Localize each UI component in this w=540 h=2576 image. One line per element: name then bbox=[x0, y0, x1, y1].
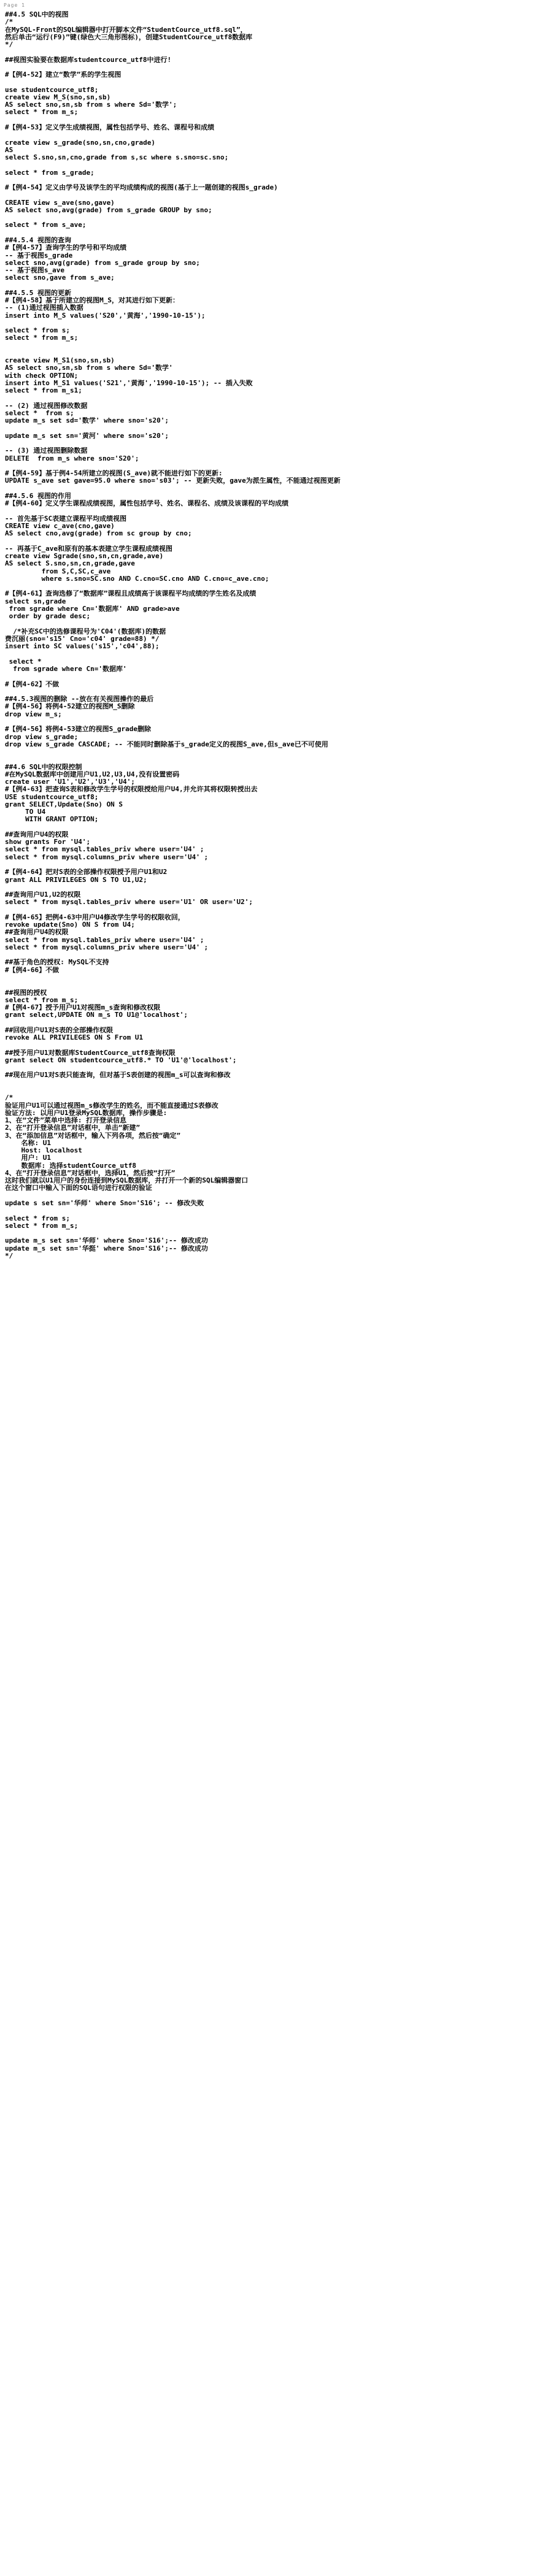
code-line bbox=[5, 425, 536, 432]
code-line bbox=[5, 48, 536, 56]
code-line: 4、在“打开登录信息”对话框中，选择U1，然后按“打开” bbox=[5, 1169, 176, 1177]
code-line: -- 再基于C_ave和原有的基本表建立学生课程成绩视图 bbox=[5, 545, 172, 553]
code-line bbox=[5, 1019, 536, 1027]
code-line: ##视图的授权 bbox=[5, 989, 47, 997]
code-line: select * from mysql.tables_priv where user='U4' ; bbox=[5, 846, 204, 854]
code-line: select * from mysql.columns_priv where user='U4' ; bbox=[5, 853, 209, 861]
code-line: TO U4 bbox=[5, 808, 46, 816]
code-line bbox=[5, 884, 536, 891]
code-line: select * from mysql.tables_priv where user='U4' ; bbox=[5, 936, 204, 944]
code-line: revoke ALL PRIVILEGES ON S From U1 bbox=[5, 1034, 144, 1042]
code-line: insert into SC values('s15','c04',88); bbox=[5, 643, 160, 651]
code-line: create view Sgrade(sno,sn,cn,grade,ave) bbox=[5, 553, 164, 561]
code-line bbox=[5, 131, 536, 139]
code-line: select sn,grade bbox=[5, 597, 66, 605]
code-line: 这时我们就以U1用户的身份连接到MySQL数据库，并打开一个新的SQL编辑器窗口 bbox=[5, 1177, 249, 1185]
code-line: ##回收用户U1对S表的全部操作权限 bbox=[5, 1026, 114, 1034]
code-listing bbox=[5, 11, 536, 1260]
code-line bbox=[5, 64, 536, 71]
code-line: update m_s set sn='华挺' where Sno='S16';-- 修改成功 bbox=[5, 1244, 208, 1252]
code-line: ##4.5 SQL中的视图 bbox=[5, 11, 69, 18]
code-line: 在MySQL-Front的SQL编辑器中打开脚本文件“StudentCource_utf8.sql”， bbox=[5, 26, 247, 34]
code-line bbox=[5, 621, 536, 628]
code-line: WITH GRANT OPTION; bbox=[5, 816, 99, 824]
code-line bbox=[5, 462, 536, 470]
code-line: from sgrade where Cn='数据库' bbox=[5, 665, 127, 673]
code-line: create user 'U1','U2','U3','U4'; bbox=[5, 778, 135, 786]
code-line bbox=[5, 583, 536, 590]
code-line: /* bbox=[5, 1094, 14, 1102]
code-line: ##查询用户U4的权限 bbox=[5, 830, 69, 838]
code-line: 用户: U1 bbox=[5, 1154, 51, 1162]
code-line: -- (2) 通过视图修改数据 bbox=[5, 402, 88, 410]
code-line: 数据库: 选择studentCource_utf8 bbox=[5, 1162, 136, 1170]
code-line: select * from mysql.columns_priv where user='U4' ; bbox=[5, 943, 209, 951]
code-line: 在这个窗口中输入下面的SQL语句进行权限的验证 bbox=[5, 1184, 152, 1192]
code-line: insert into M_S values('S20','黄海','1990-10-15'); bbox=[5, 312, 206, 320]
code-line: update m_s set sd='数学' where sno='s20'; bbox=[5, 417, 169, 425]
code-line: #【例4-52】建立“数学”系的学生视图 bbox=[5, 71, 122, 79]
code-line: Host: localhost bbox=[5, 1147, 82, 1155]
code-line bbox=[5, 229, 536, 237]
code-line bbox=[5, 1192, 536, 1200]
code-line: create view M_S1(sno,sn,sb) bbox=[5, 357, 115, 365]
code-line bbox=[5, 824, 536, 831]
code-line: CREATE view c_ave(cno,gave) bbox=[5, 523, 115, 531]
code-line: update m_s set sn='黄河' where sno='s20'; bbox=[5, 432, 169, 440]
code-line: #【例4-60】定义学生课程成绩视图，属性包括学号、姓名、课程名、成绩及该课程的平均成绩 bbox=[5, 500, 289, 508]
code-line bbox=[5, 508, 536, 515]
code-line: select * bbox=[5, 657, 42, 665]
code-line: show grants For 'U4'; bbox=[5, 838, 91, 846]
code-line: #【例4-67】授予用户U1对视图m_s查询和修改权限 bbox=[5, 1004, 161, 1012]
code-line: ##授予用户U1对数据库StudentCource_utf8查询权限 bbox=[5, 1049, 176, 1057]
code-line: grant ALL PRIVILEGES ON S TO U1,U2; bbox=[5, 876, 147, 884]
code-line: select sno,avg(grade) from s_grade group by sno; bbox=[5, 259, 200, 267]
code-line bbox=[5, 651, 536, 658]
code-line: #【例4-66】不做 bbox=[5, 966, 60, 974]
code-line: ##查询用户U1,U2的权限 bbox=[5, 891, 81, 899]
code-line bbox=[5, 342, 536, 350]
code-line: #在MySQL数据库中创建用户U1,U2,U3,U4,没有设置密码 bbox=[5, 770, 180, 778]
code-line: -- (3) 通过视图删除数据 bbox=[5, 447, 88, 455]
code-line: insert into M_S1 values('S21','黄海','1990-10-15'); -- 插入失败 bbox=[5, 380, 253, 388]
code-line: ##4.5.4 视图的查询 bbox=[5, 236, 71, 244]
code-line: #【例4-57】查询学生的学号和平均成绩 bbox=[5, 244, 127, 252]
code-line: select * from m_s1; bbox=[5, 387, 82, 395]
code-line: #【例4-54】定义由学号及该学生的平均成绩构成的视图(基于上一题创建的视图s_grade) bbox=[5, 184, 278, 192]
code-line: create view M_S(sno,sn,sb) bbox=[5, 93, 111, 101]
code-line: ##视图实验要在数据库studentcource_utf8中进行! bbox=[5, 56, 172, 64]
code-line bbox=[5, 350, 536, 357]
code-line: create view s_grade(sno,sn,cno,grade) bbox=[5, 139, 156, 147]
code-line: update m_s set sn='华师' where Sno='S16';-- 修改成功 bbox=[5, 1237, 208, 1245]
code-line: #【例4-59】基于例4-54所建立的视图(S_ave)就不能进行如下的更新: bbox=[5, 470, 223, 478]
code-line: where s.sno=SC.sno AND C.cno=SC.cno AND C.cno=c_ave.cno; bbox=[5, 575, 269, 583]
code-line bbox=[5, 688, 536, 696]
code-line: /* bbox=[5, 18, 14, 26]
code-line bbox=[5, 748, 536, 756]
code-line: UPDATE s_ave set gave=95.0 where sno='s03'; -- 更新失败，gave为派生属性，不能通过视图更新 bbox=[5, 477, 341, 485]
code-line: select * from s; bbox=[5, 1214, 70, 1222]
code-line: CREATE view s_ave(sno,gave) bbox=[5, 199, 115, 207]
code-line bbox=[5, 974, 536, 981]
code-line: select * from m_s; bbox=[5, 334, 79, 342]
code-line: 然后单击“运行(F9)”键(绿色大三角形图标)，创建StudentCource_utf8数据库 bbox=[5, 33, 253, 41]
code-line: select * from mysql.tables_priv where user='U1' OR user='U2'; bbox=[5, 899, 253, 907]
code-line bbox=[5, 282, 536, 289]
code-line: grant SELECT,Update(Sno) ON S bbox=[5, 800, 123, 808]
code-line: -- (1)通过视图插入数据 bbox=[5, 304, 83, 312]
code-line: AS select sno,sn,sb from s where Sd='数学'; bbox=[5, 101, 177, 109]
code-line: drop view s_grade CASCADE; -- 不能同时删除基于s_grade定义的视图S_ave,但s_ave已不可使用 bbox=[5, 740, 328, 748]
code-line: -- 基于视图s_grade bbox=[5, 251, 73, 259]
code-line: AS select sno,avg(grade) from s_grade GROUP by sno; bbox=[5, 206, 212, 214]
code-line: #【例4-56】将例4-53建立的视图S_grade删除 bbox=[5, 726, 151, 734]
code-line: select sno,gave from s_ave; bbox=[5, 274, 115, 282]
code-line bbox=[5, 214, 536, 221]
code-line: ##4.5.5 视图的更新 bbox=[5, 289, 71, 297]
code-line: update s set sn='华师' where Sno='S16'; -- 修改失败 bbox=[5, 1199, 204, 1207]
code-line bbox=[5, 161, 536, 169]
code-line: order by grade desc; bbox=[5, 613, 91, 621]
code-line: grant select ON studentcource_utf8.* TO 'U1'@'localhost'; bbox=[5, 1056, 237, 1064]
code-line bbox=[5, 117, 536, 124]
code-line bbox=[5, 177, 536, 184]
code-line bbox=[5, 861, 536, 868]
code-line: 2、在“打开登录信息”对话框中，单击“新建” bbox=[5, 1124, 141, 1132]
code-line: ##基于角色的授权: MySQL不支持 bbox=[5, 959, 109, 967]
code-line bbox=[5, 1087, 536, 1094]
code-line: ##现在用户U1对S表只能查询，但对基于S表创建的视图m_s可以查询和修改 bbox=[5, 1071, 231, 1079]
code-line: AS bbox=[5, 146, 14, 154]
code-line: select * from s_ave; bbox=[5, 221, 87, 229]
code-line: /*补充SC中的选修课程号为'C04'(数据库)的数据 bbox=[5, 627, 166, 635]
code-line bbox=[5, 1041, 536, 1049]
code-line bbox=[5, 673, 536, 680]
code-line: from sgrade where Cn='数据库' AND grade>ave bbox=[5, 605, 180, 613]
code-line: ##查询用户U4的权限 bbox=[5, 929, 69, 937]
code-line: 费沉丽(sno='s15' Cno='c04' grade=88) */ bbox=[5, 635, 160, 643]
code-line: */ bbox=[5, 1252, 14, 1260]
code-line: revoke update(Sno) ON S from U4; bbox=[5, 921, 135, 929]
code-line: AS select sno,sn,sb from s where Sd='数学' bbox=[5, 364, 173, 372]
code-line: 1、在“文件”菜单中选择: 打开登录信息 bbox=[5, 1117, 127, 1125]
code-line: select * from s; bbox=[5, 327, 70, 335]
code-line bbox=[5, 981, 536, 989]
code-line: with check OPTION; bbox=[5, 372, 79, 380]
code-line: -- 基于视图s_ave bbox=[5, 267, 64, 275]
code-line: #【例4-61】查询选修了“数据库”课程且成绩高于该课程平均成绩的学生姓名及成绩 bbox=[5, 590, 256, 598]
code-line: select * from m_s; bbox=[5, 109, 79, 117]
code-line: #【例4-65】把例4-63中用户U4修改学生学号的权限收回， bbox=[5, 913, 185, 921]
code-line: */ bbox=[5, 41, 14, 49]
code-line: 名称: U1 bbox=[5, 1139, 51, 1147]
code-line bbox=[5, 1230, 536, 1237]
code-line: ##4.6 SQL中的权限控制 bbox=[5, 763, 82, 771]
code-line: select S.sno,sn,cno,grade from s,sc where s.sno=sc.sno; bbox=[5, 154, 229, 162]
code-line: #【例4-63】把查询S表和修改学生学号的权限授给用户U4,并允许其将权限转授出去 bbox=[5, 786, 258, 794]
code-line: AS select S.sno,sn,cn,grade,gave bbox=[5, 560, 135, 568]
code-line: AS select cno,avg(grade) from sc group by cno; bbox=[5, 530, 192, 538]
code-line bbox=[5, 395, 536, 402]
code-line: select * from s; bbox=[5, 410, 74, 418]
code-line: ##4.5.6 视图的作用 bbox=[5, 493, 71, 500]
code-line: 验证方法: 以用户U1登录MySQL数据库，操作步骤是: bbox=[5, 1109, 168, 1117]
code-line bbox=[5, 718, 536, 726]
code-line bbox=[5, 756, 536, 763]
code-line: #【例4-53】定义学生成绩视图，属性包括学号、姓名、课程号和成绩 bbox=[5, 123, 215, 131]
code-line bbox=[5, 191, 536, 199]
code-line: #【例4-62】不做 bbox=[5, 680, 60, 688]
code-line bbox=[5, 907, 536, 914]
code-line bbox=[5, 485, 536, 493]
code-line: #【例4-64】把对S表的全部操作权限授予用户U1和U2 bbox=[5, 868, 168, 876]
code-line: use studentcource_utf8; bbox=[5, 86, 99, 94]
code-line: USE studentcource_utf8; bbox=[5, 793, 99, 801]
code-line: grant select,UPDATE ON m_s TO U1@'localhost'; bbox=[5, 1011, 188, 1019]
code-line: drop view m_s; bbox=[5, 710, 62, 718]
code-line bbox=[5, 538, 536, 545]
code-line: from S,C,SC,c_ave bbox=[5, 567, 111, 575]
code-line: drop view s_grade; bbox=[5, 733, 79, 741]
code-line bbox=[5, 1207, 536, 1214]
code-line: DELETE from m_s where sno='S20'; bbox=[5, 454, 139, 462]
code-line: -- 首先基于SC表建立课程平均成绩视图 bbox=[5, 515, 127, 523]
code-line bbox=[5, 951, 536, 959]
code-line: ##4.5.3视图的删除 --放在有关视图操作的最后 bbox=[5, 696, 154, 703]
code-line: #【例4-58】基于所建立的视图M_S，对其进行如下更新： bbox=[5, 297, 179, 305]
code-line: 3、在“添加信息”对话框中，输入下列各项，然后按“确定” bbox=[5, 1132, 181, 1140]
code-line bbox=[5, 79, 536, 86]
code-line bbox=[5, 1079, 536, 1087]
code-line: 验证用户U1可以通过视图m_s修改学生的姓名，而不能直接通过S表修改 bbox=[5, 1102, 218, 1110]
code-line bbox=[5, 320, 536, 327]
page-header: Page 1 bbox=[4, 2, 25, 8]
code-line bbox=[5, 1064, 536, 1071]
code-line: select * from m_s; bbox=[5, 1222, 79, 1230]
code-line: #【例4-56】将例4-52建立的视图M_S删除 bbox=[5, 703, 135, 711]
code-line bbox=[5, 440, 536, 447]
code-line: select * from s_grade; bbox=[5, 169, 94, 177]
code-line: select * from m_s; bbox=[5, 996, 79, 1004]
